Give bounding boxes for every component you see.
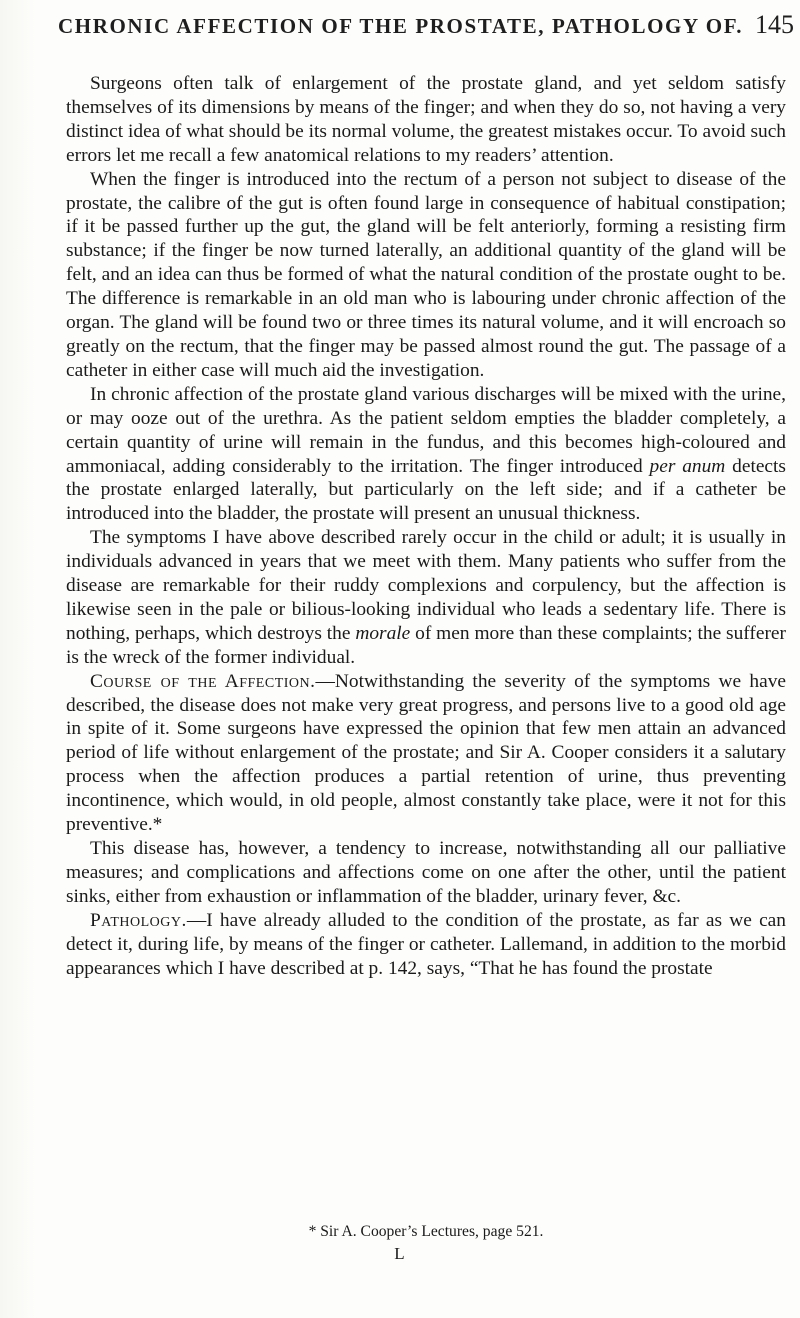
page-number: 145 xyxy=(755,10,794,39)
signature-mark: L xyxy=(394,1244,406,1263)
paragraph-7-text: —I have already alluded to the condition of the prostate, as far as we can detect it, during life, by means of the finger or catheter. Lallemand, in addition to the morbid appearances which I have described at p. 142, says, “That he has found the prostate xyxy=(66,909,786,979)
paragraph-5 xyxy=(66,670,786,837)
paragraph-2: When the finger is introduced into the rectum of a person not subject to disease of the prostate, the calibre of the gut is often found large in consequence of habitual constipation; if it be passed further up the gut, the gland will be felt anteriorly, forming a resisting firm substance; if the finger be now turned laterally, an additional quantity of the gland will be felt, and an idea can thus be formed of what the natural condition of the prostate ought to be. The difference is remarkable in an old man who is labouring under chronic affection of the organ. The gland will be found two or three times its natural volume, and it will encroach so greatly on the rectum, that the finger may be passed almost round the gut. The passage of a catheter in either case will much aid the investigation. xyxy=(66,168,786,381)
paragraph-4-italic: morale xyxy=(355,622,411,644)
paragraph-6: This disease has, however, a tendency to increase, notwithstanding all our palliative measures; and complications and affections come on one after the other, until the patient sinks, either from exhaustion or inflammation of the bladder, urinary fever, &c. xyxy=(66,838,786,907)
paragraph-4-text-b: of men more than these complaints; the sufferer is the wreck of the former individual. xyxy=(66,622,786,668)
paragraph-3 xyxy=(66,383,786,526)
section-heading-pathology: Pathology. xyxy=(90,909,187,931)
paragraph-3-italic: per anum xyxy=(649,455,726,477)
paragraph-3-text-a: In chronic affection of the prostate gland various discharges will be mixed with the urine, or may ooze out of the urethra. As the patient seldom empties the bladder completely, a certain quantity of urine will remain in the fundus, and this becomes high-coloured and ammoniacal, adding considerably to the irritation. The finger introduced xyxy=(66,383,786,477)
section-heading-course: Course of the Affection. xyxy=(90,670,316,692)
footnote: * Sir A. Cooper’s Lectures, page 521. xyxy=(308,1223,544,1240)
paragraph-5-text: —Notwithstanding the severity of the symptoms we have described, the disease does not make very great progress, and persons live to a good old age in spite of it. Some surgeons have expressed the opinion that few men attain an advanced period of life without enlargement of the prostate; and Sir A. Cooper considers it a salutary process when the affection produces a partial retention of urine, thus preventing incontinence, which would, in old people, almost constantly take place, were it not for this preventive.* xyxy=(66,670,786,836)
body-text xyxy=(66,72,786,980)
paragraph-4-text-a: The symptoms I have above described rarely occur in the child or adult; it is usually in individuals advanced in years that we meet with them. Many patients who suffer from the disease are remarkable for their ruddy complexions and corpulency, but the affection is likewise seen in the pale or bilious-looking individual who leads a sedentary life. There is nothing, perhaps, which destroys the xyxy=(66,527,786,644)
running-head xyxy=(58,10,798,50)
running-title: CHRONIC AFFECTION OF THE PROSTATE, PATHOLOGY OF. xyxy=(58,14,744,38)
paragraph-1: Surgeons often talk of enlargement of the prostate gland, and yet seldom satisfy themselves of its dimensions by means of the finger; and when they do so, not having a very distinct idea of what should be its normal volume, the greatest mistakes occur. To avoid such errors let me recall a few anatomical relations to my readers’ attention. xyxy=(66,73,786,166)
paragraph-3-text-b: detects the prostate enlarged laterally, but particularly on the left side; and if a catheter be introduced into the bladder, the prostate will present an unusual thickness. xyxy=(66,455,786,525)
page-gutter xyxy=(0,0,36,1318)
paragraph-4 xyxy=(66,526,786,669)
paragraph-7 xyxy=(66,909,786,981)
